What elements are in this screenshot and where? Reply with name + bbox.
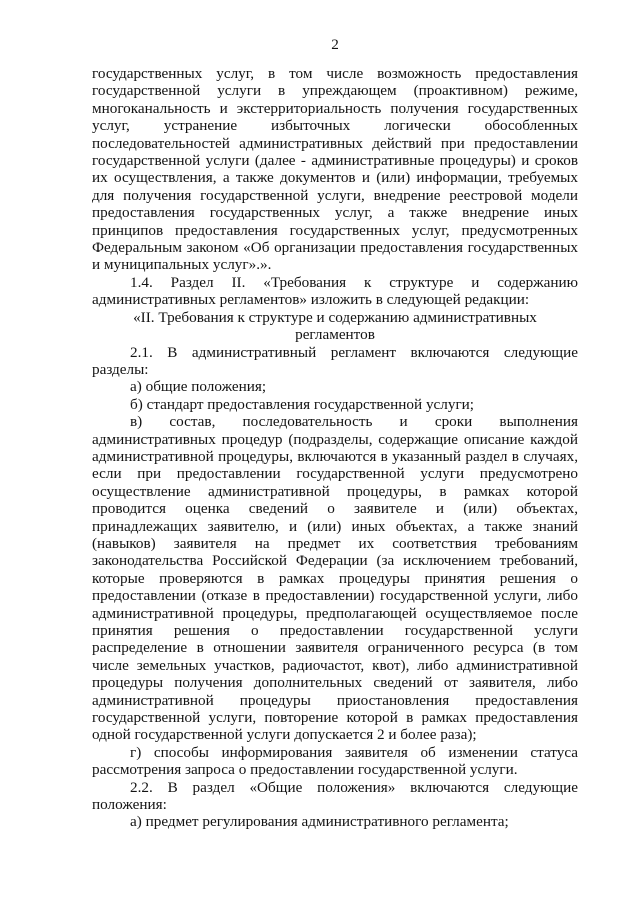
text-line: административных регламентов» изложить в следующей редакции: <box>92 291 530 309</box>
text-line: предоставления государственных услуг, а также внедрение иных <box>92 204 578 222</box>
text-line: административной процедуры, включаются в указанный раздел в случаях, <box>92 447 578 465</box>
text-line: числе земельных участков, радиочастот, квот), либо административной <box>92 656 578 674</box>
text-line: государственной услуги, повторение которой в рамках предоставления <box>92 709 578 727</box>
text-line: рассмотрения запроса о предоставлении государственной услуги. <box>92 761 518 779</box>
text-line: г) способы информирования заявителя об изменении статуса <box>130 743 578 761</box>
text-line: «II. Требования к структуре и содержанию административных <box>133 308 537 326</box>
text-line: принятия решения о предоставлении государственной услуги <box>92 622 578 639</box>
text-line: 1.4. Раздел II. «Требования к структуре и содержанию <box>130 273 578 291</box>
text-line: их осуществления, а также документов и (или) информации, требуемых <box>92 169 578 187</box>
text-line: предоставлении (отказе в предоставлении) государственной услуги, либо <box>92 587 578 605</box>
text-line: законодательства Российской Федерации (за исключением требований, <box>92 552 578 570</box>
text-line: 2.2. В раздел «Общие положения» включаются следующие <box>130 778 578 796</box>
text-line: административных процедур (подразделы, содержащие описание каждой <box>92 430 578 448</box>
text-line: осуществление административной процедуры, в рамках которой <box>92 482 578 500</box>
text-line: Федеральным законом «Об организации предоставления государственных <box>92 239 578 257</box>
text-line: которые проверяются в рамках процедуры принятия решения о <box>92 569 578 587</box>
text-line: государственных услуг, в том числе возможность предоставления <box>92 65 578 82</box>
text-line: административной процедуры, предполагающей осуществляемое после <box>92 604 578 622</box>
text-line: принадлежащих заявителю, и (или) иных объектах, а также знаний <box>92 517 578 535</box>
text-line: и муниципальных услуг».». <box>92 256 272 274</box>
text-line: а) общие положения; <box>130 378 267 396</box>
text-line: а) предмет регулирования административного регламента; <box>130 813 509 831</box>
text-line: для получения государственной услуги, внедрение реестровой модели <box>92 186 578 204</box>
text-line: положения: <box>92 796 167 814</box>
page-number: 2 <box>331 36 339 53</box>
text-line: регламентов <box>295 326 375 344</box>
text-line: разделы: <box>92 360 149 378</box>
text-line: государственной услуги (далее - административные процедуры) и сроков <box>92 152 578 170</box>
text-line: б) стандарт предоставления государственной услуги; <box>130 395 475 413</box>
text-line: многоканальность и экстерриториальность получения государственных <box>92 99 578 117</box>
text-line: проводится оценка сведений о заявителе и (или) объектах, <box>92 500 578 518</box>
text-line: процедуры получения дополнительных сведений от заявителя, либо <box>92 674 578 692</box>
text-line: если при предоставлении государственной услуги предусмотрено <box>92 465 578 483</box>
text-line: последовательностей административных действий при предоставлении <box>92 134 578 152</box>
text-line: услуг, устранение избыточных логически обособленных <box>92 117 578 135</box>
text-line: распределение в отношении заявителя ограниченного ресурса (в том <box>92 639 578 657</box>
text-line: административной процедуры приостановления предоставления <box>92 691 578 709</box>
text-line: (навыков) заявителя на предмет их соответствия требованиям <box>92 534 578 552</box>
text-line: 2.1. В административный регламент включаются следующие <box>130 343 578 361</box>
text-line: принципов предоставления государственных услуг, предусмотренных <box>92 221 578 239</box>
text-block <box>92 65 578 831</box>
text-line: в) состав, последовательность и сроки выполнения <box>130 413 578 431</box>
text-line: одной государственной услуги допускается 2 и более раза); <box>92 726 477 744</box>
text-line: государственной услуги в упреждающем (проактивном) режиме, <box>92 82 578 100</box>
